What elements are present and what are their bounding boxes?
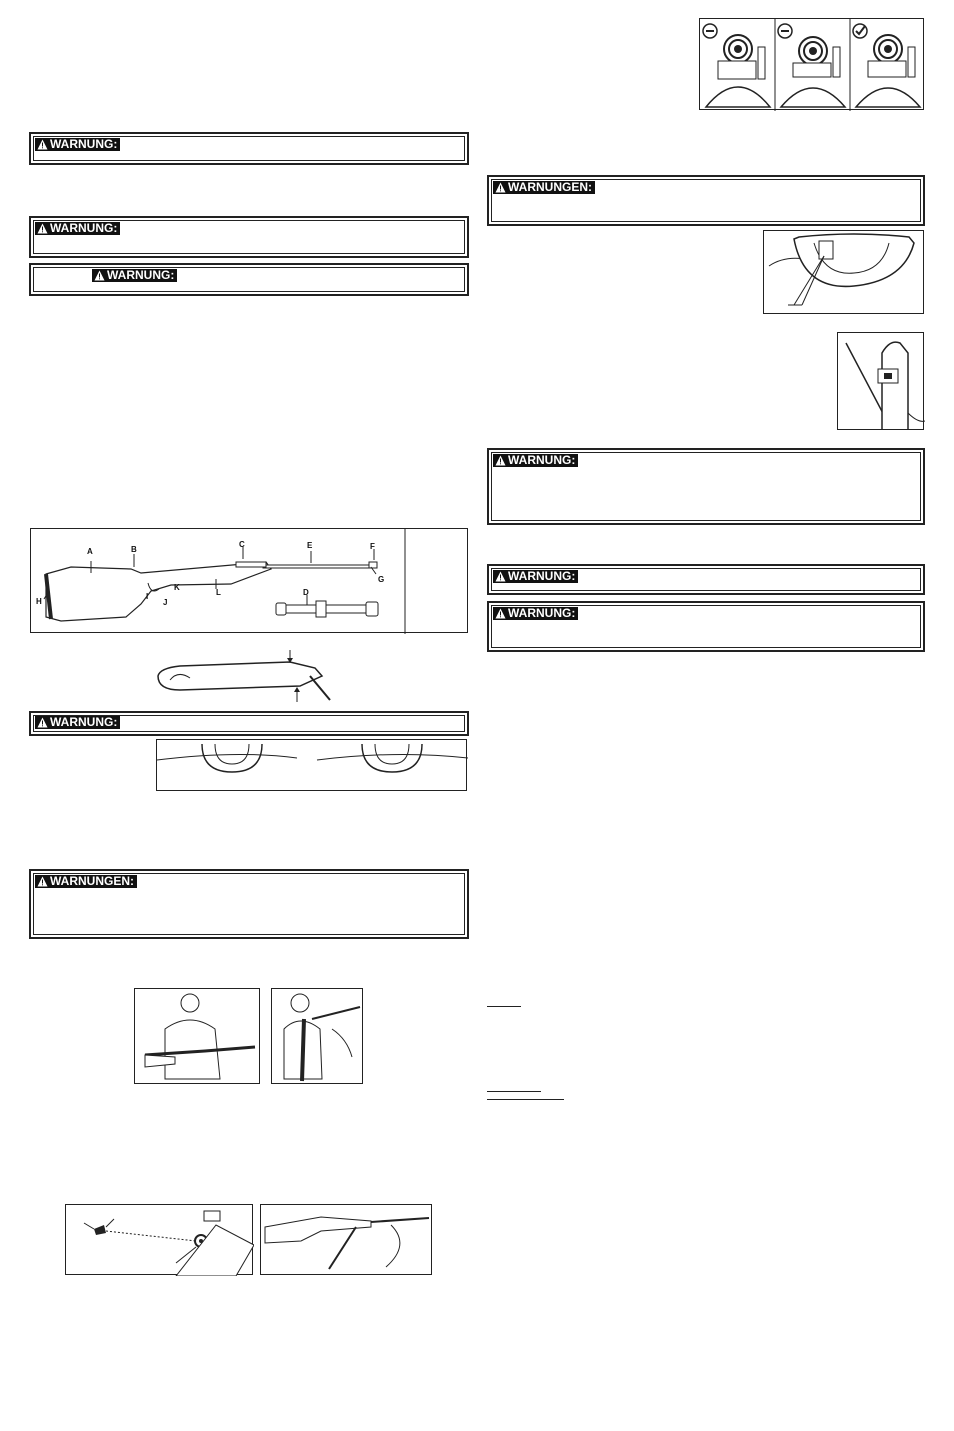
scope-mount-figure [837, 332, 924, 430]
person-drawing-2 [272, 989, 364, 1085]
label-l: L [216, 588, 221, 597]
person-loading-figure [271, 988, 363, 1084]
warning-box-3 [29, 263, 469, 296]
warning-label: WARNUNG: [493, 570, 578, 583]
person-cocking-figure [134, 988, 260, 1084]
barrel-break-drawing [261, 1205, 433, 1276]
safety-closeup-figure [763, 230, 924, 314]
label-b: B [131, 545, 137, 554]
minus-circle-icon [703, 24, 717, 38]
warning-box-4 [29, 711, 469, 736]
warning-label: WARNUNG: [493, 454, 578, 467]
target-sight-figure [699, 18, 924, 110]
person-drawing-1 [135, 989, 261, 1085]
label-g: G [378, 575, 385, 584]
scope-mount-drawing [838, 333, 925, 431]
warning-triangle-icon [94, 270, 105, 281]
heading-underline [487, 1091, 541, 1092]
safety-figure [150, 648, 340, 703]
label-f: F [370, 542, 375, 551]
warning-box-r2 [487, 448, 925, 525]
label-h: H [36, 597, 42, 606]
warning-label: WARNUNG: [35, 138, 120, 151]
label-a: A [87, 547, 93, 556]
label-j: J [163, 598, 168, 607]
warning-label: WARNUNGEN: [493, 181, 595, 194]
warning-label: WARNUNG: [35, 716, 120, 729]
label-d: D [303, 588, 309, 597]
trigger-drawing [157, 740, 468, 792]
warning-triangle-icon [37, 139, 48, 150]
warning-triangle-icon [495, 455, 506, 466]
aiming-figure [65, 1204, 253, 1275]
warning-box-1 [29, 132, 469, 165]
barrel-break-figure [260, 1204, 432, 1275]
check-circle-icon [853, 24, 867, 38]
warning-triangle-icon [495, 608, 506, 619]
warning-box-2 [29, 216, 469, 258]
warning-label: WARNUNGEN: [35, 875, 137, 888]
aiming-drawing [66, 1205, 254, 1276]
warning-box-5 [29, 869, 469, 939]
label-c: C [239, 540, 245, 549]
label-i: I [146, 592, 149, 601]
rifle-parts-diagram [30, 528, 468, 633]
minus-circle-icon [778, 24, 792, 38]
warning-box-r1 [487, 175, 925, 226]
warning-box-r3 [487, 564, 925, 595]
label-e: E [307, 541, 313, 550]
heading-underline [487, 1099, 564, 1100]
warning-triangle-icon [37, 223, 48, 234]
warning-triangle-icon [495, 571, 506, 582]
warning-box-r4 [487, 601, 925, 652]
warning-triangle-icon [495, 182, 506, 193]
warning-triangle-icon [37, 876, 48, 887]
warning-label: WARNUNG: [493, 607, 578, 620]
warning-label: WARNUNG: [92, 269, 177, 282]
heading-underline [487, 1006, 521, 1007]
label-k: K [174, 583, 180, 592]
trigger-figure [156, 739, 467, 791]
warning-label: WARNUNG: [35, 222, 120, 235]
target-sight-drawing [700, 19, 925, 111]
rifle-drawing [31, 529, 469, 634]
warning-triangle-icon [37, 717, 48, 728]
safety-drawing [150, 648, 340, 703]
safety-closeup-drawing [764, 231, 925, 315]
